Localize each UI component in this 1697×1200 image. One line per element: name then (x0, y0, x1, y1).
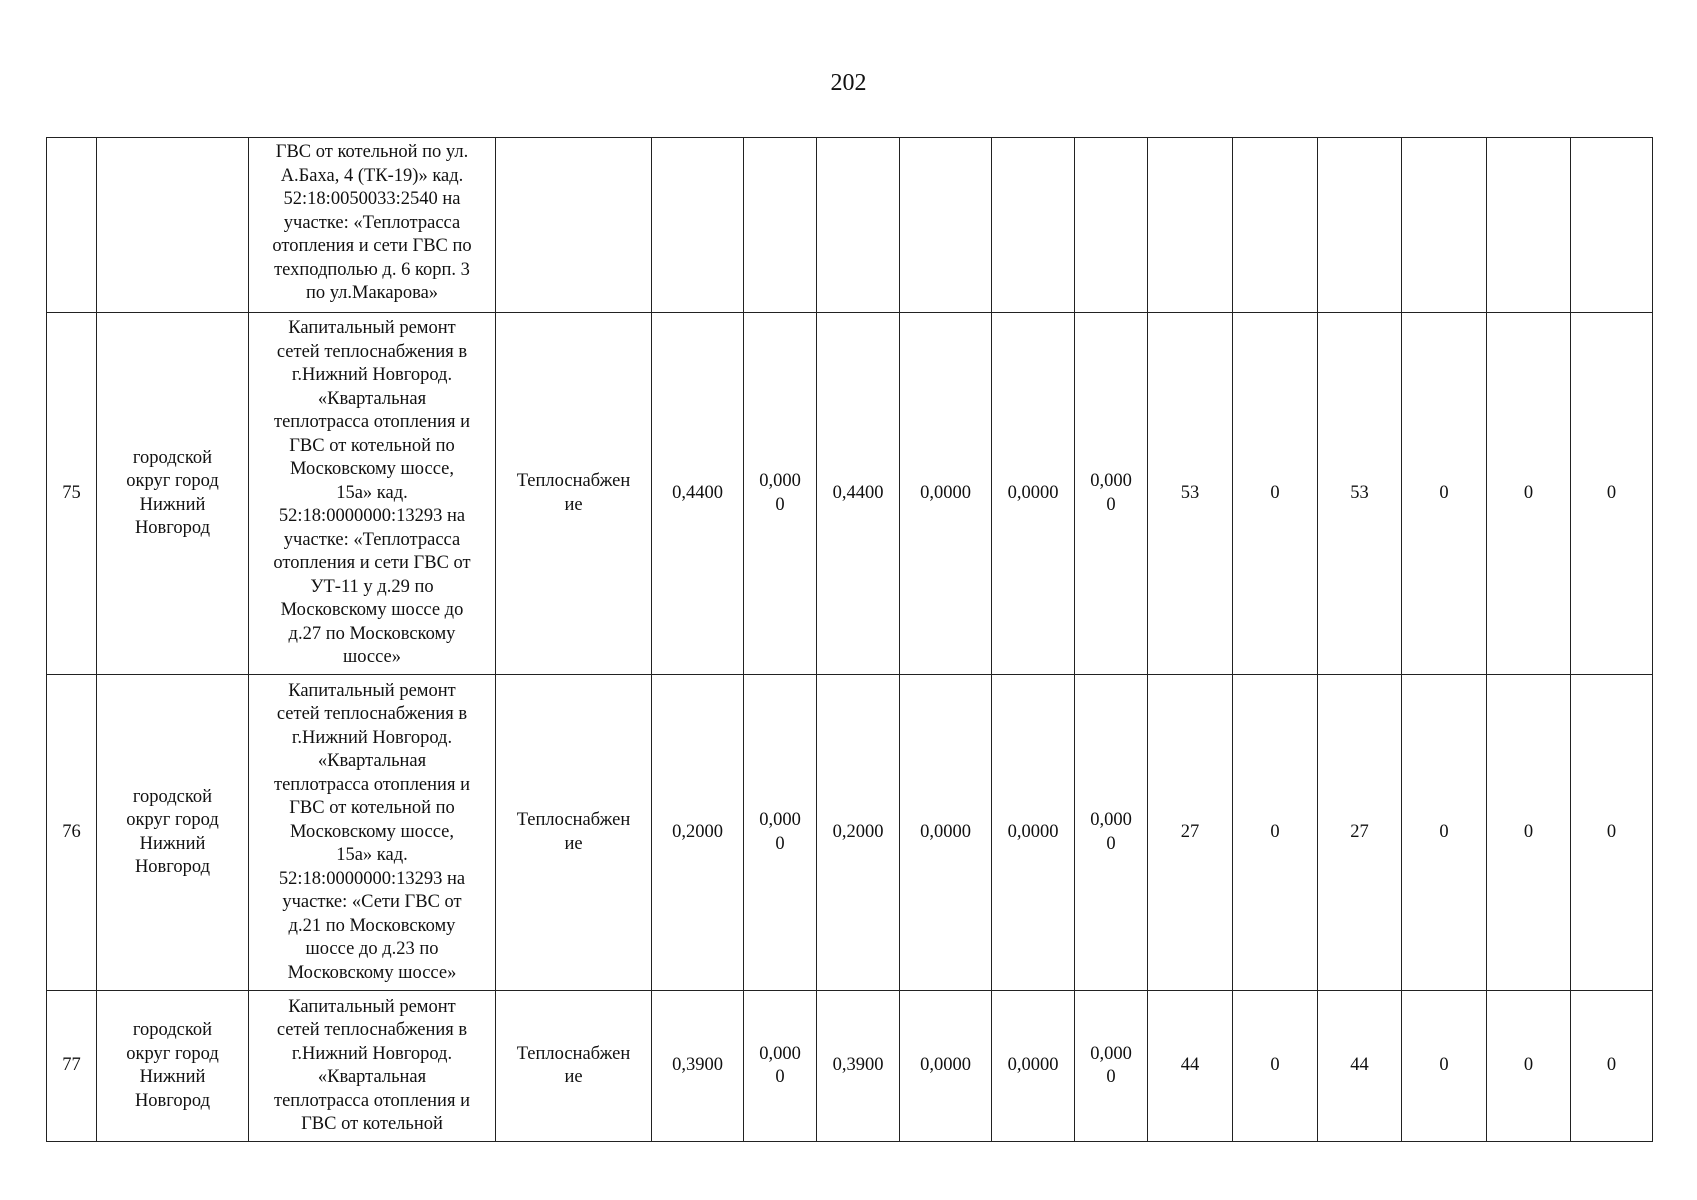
value-cell (900, 991, 992, 1142)
value-cell (1075, 675, 1148, 991)
type-cell (496, 675, 652, 991)
description-line: шоссе» (342, 647, 402, 668)
description-cell (249, 138, 496, 313)
description-line: Капитальный ремонт (288, 680, 456, 701)
count-cell (1233, 138, 1318, 313)
value-cell (1075, 138, 1148, 313)
value-cell (992, 675, 1075, 991)
district-cell (97, 991, 249, 1142)
description-line: отопления и сети ГВС по (272, 236, 472, 256)
description-line: «Квартальная (317, 388, 427, 409)
description-line: г.Нижний Новгород. (291, 727, 453, 748)
count-cell: 53 (1318, 313, 1402, 675)
value-cell (1075, 991, 1148, 1142)
count-cell: 44 (1148, 991, 1233, 1142)
type-cell (496, 991, 652, 1142)
row-number-cell: 76 (47, 675, 97, 991)
value-line: 0 (1106, 833, 1116, 854)
value-cell (992, 138, 1075, 313)
value-line: 0 (1106, 1067, 1116, 1087)
value-cell (992, 313, 1075, 675)
district-line: Нижний (139, 494, 206, 515)
value-line: 0,0000 (1007, 482, 1059, 503)
description-line: теплотрасса отопления и (274, 774, 470, 795)
row-number-cell (47, 138, 97, 313)
count-cell: 0 (1402, 675, 1487, 991)
district-line: городской (132, 786, 213, 807)
count-cell: 0 (1487, 313, 1571, 675)
value-cell (744, 675, 817, 991)
type-line: Теплоснабжен (516, 810, 631, 830)
description-cell (249, 675, 496, 991)
description-line: Московскому шоссе» (287, 962, 457, 983)
value-cell (744, 138, 817, 313)
description-line: сетей теплоснабжения в (276, 341, 468, 362)
count-cell (1487, 138, 1571, 313)
value-cell (817, 991, 900, 1142)
count-cell: 0 (1487, 991, 1571, 1142)
count-cell: 27 (1318, 675, 1402, 991)
description-cell (249, 313, 496, 675)
description-line: 52:18:0000000:13293 на (278, 506, 466, 527)
description-line: ГВС от котельной по (289, 798, 455, 819)
value-cell (652, 991, 744, 1142)
description-line: теплотрасса отопления и (274, 1090, 470, 1111)
value-line: 0 (775, 1067, 785, 1087)
table-row (47, 991, 1653, 1142)
value-line: 0,000 (759, 810, 801, 830)
description-line: г.Нижний Новгород. (291, 1043, 453, 1064)
district-cell (97, 138, 249, 313)
value-cell (652, 313, 744, 675)
value-line: 0 (775, 494, 785, 515)
value-line: 0 (1106, 494, 1116, 515)
value-line: 0,0000 (920, 821, 971, 842)
district-line: Нижний (139, 1067, 206, 1087)
description-line: Капитальный ремонт (288, 318, 456, 339)
description-line: Капитальный ремонт (288, 996, 456, 1017)
description-line: отопления и сети ГВС от (273, 553, 471, 574)
description-line: 52:18:0050033:2540 на (283, 189, 461, 209)
description-line: сетей теплоснабжения в (276, 704, 468, 725)
description-line: ГВС от котельной по (289, 435, 455, 456)
count-cell: 0 (1571, 313, 1653, 675)
count-cell (1318, 138, 1402, 313)
value-cell (1075, 313, 1148, 675)
description-line: участке: «Теплотрасса (283, 212, 461, 233)
value-cell (900, 675, 992, 991)
value-line: 0,3900 (832, 1055, 884, 1076)
description-line: д.21 по Московскому (288, 915, 456, 936)
value-line: 0,0000 (1007, 821, 1059, 842)
description-line: по ул.Макарова» (305, 283, 439, 303)
description-line: «Квартальная (317, 751, 427, 772)
value-cell (652, 675, 744, 991)
count-cell: 53 (1148, 313, 1233, 675)
value-line: 0,0000 (920, 1055, 971, 1076)
district-line: Нижний (139, 833, 206, 854)
count-cell (1571, 138, 1653, 313)
count-cell: 44 (1318, 991, 1402, 1142)
description-line: 15а» кад. (336, 482, 408, 503)
value-cell (900, 138, 992, 313)
count-cell (1148, 138, 1233, 313)
district-line: Новгород (134, 857, 211, 877)
table-row (47, 138, 1653, 313)
count-cell: 0 (1402, 991, 1487, 1142)
row-number-cell: 77 (47, 991, 97, 1142)
value-cell (744, 313, 817, 675)
district-line: округ город (126, 471, 219, 491)
table-row (47, 313, 1653, 675)
district-line: городской (132, 1020, 213, 1040)
value-line: 0,4400 (672, 482, 723, 503)
count-cell: 0 (1487, 675, 1571, 991)
value-line: 0,4400 (832, 482, 884, 503)
page-number: 202 (830, 70, 867, 96)
description-line: теплотрасса отопления и (274, 412, 470, 433)
value-line: 0,000 (1090, 1043, 1132, 1064)
count-cell: 0 (1571, 991, 1653, 1142)
type-cell (496, 313, 652, 675)
district-line: округ город (126, 810, 219, 830)
value-line: 0,2000 (832, 821, 884, 842)
district-line: городской (132, 447, 213, 468)
description-line: ГВС от котельной (301, 1114, 443, 1134)
count-cell: 27 (1148, 675, 1233, 991)
description-line: участке: «Теплотрасса (283, 529, 461, 550)
row-number-cell: 75 (47, 313, 97, 675)
district-cell (97, 313, 249, 675)
description-line: Московскому шоссе, (289, 821, 455, 842)
district-line: округ город (126, 1043, 219, 1064)
district-cell (97, 675, 249, 991)
description-line: участке: «Сети ГВС от (282, 892, 462, 913)
description-line: ГВС от котельной по ул. (275, 142, 469, 162)
value-line: 0 (775, 833, 785, 854)
value-cell (817, 675, 900, 991)
type-line: ие (564, 494, 583, 515)
table-row (47, 675, 1653, 991)
district-line: Новгород (134, 1090, 211, 1111)
value-line: 0,2000 (672, 821, 723, 842)
value-cell (900, 313, 992, 675)
value-line: 0,000 (759, 471, 801, 491)
value-line: 0,0000 (920, 482, 971, 503)
description-line: УТ-11 у д.29 по (310, 576, 434, 597)
description-line: сетей теплоснабжения в (276, 1020, 468, 1040)
count-cell: 0 (1402, 313, 1487, 675)
count-cell: 0 (1233, 991, 1318, 1142)
value-line: 0,000 (1090, 471, 1132, 491)
type-cell (496, 138, 652, 313)
description-line: д.27 по Московскому (288, 623, 456, 644)
description-line: 15а» кад. (336, 845, 408, 866)
description-line: Московскому шоссе до (280, 600, 464, 621)
value-cell (652, 138, 744, 313)
value-line: 0,000 (1090, 810, 1132, 830)
type-line: ие (564, 833, 583, 854)
value-cell (744, 991, 817, 1142)
count-cell: 0 (1233, 675, 1318, 991)
count-cell (1402, 138, 1487, 313)
value-cell (817, 313, 900, 675)
description-line: «Квартальная (317, 1067, 427, 1087)
description-line: шоссе до д.23 по (305, 939, 439, 960)
value-cell (992, 991, 1075, 1142)
value-line: 0,3900 (672, 1055, 723, 1076)
description-line: г.Нижний Новгород. (291, 365, 453, 386)
description-line: А.Баха, 4 (ТК-19)» кад. (280, 165, 464, 186)
description-line: Московскому шоссе, (289, 459, 455, 480)
description-line: техподполью д. 6 корп. 3 (274, 259, 470, 280)
type-line: ие (564, 1067, 583, 1087)
description-line: 52:18:0000000:13293 на (278, 868, 466, 889)
district-line: Новгород (134, 518, 211, 538)
type-line: Теплоснабжен (516, 471, 631, 491)
data-table (46, 137, 1653, 1142)
count-cell: 0 (1571, 675, 1653, 991)
type-line: Теплоснабжен (516, 1043, 631, 1064)
value-cell (817, 138, 900, 313)
value-line: 0,000 (759, 1043, 801, 1064)
description-cell (249, 991, 496, 1142)
count-cell: 0 (1233, 313, 1318, 675)
value-line: 0,0000 (1007, 1055, 1059, 1076)
